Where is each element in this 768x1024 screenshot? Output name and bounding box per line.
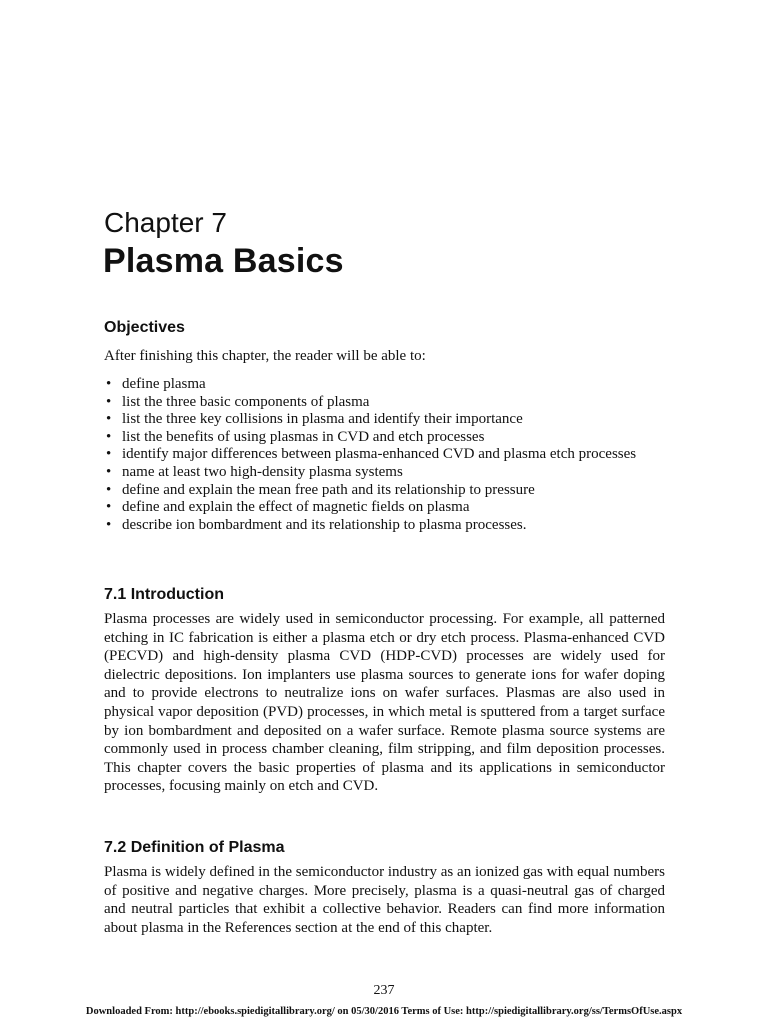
objective-item: • define and explain the effect of magnetic fields on plasma [106, 499, 470, 516]
bullet-icon: • [106, 463, 112, 480]
download-footer: Downloaded From: http://ebooks.spiedigitallibrary.org/ on 05/30/2016 Terms of Use: http://spiedigitallibrary.org/ss/TermsOfUse.aspx [85, 1006, 683, 1017]
objective-item: • list the three key collisions in plasma and identify their importance [106, 411, 523, 428]
bullet-icon: • [106, 376, 112, 392]
bullet-icon: • [106, 516, 112, 533]
section-introduction [104, 586, 665, 796]
objective-item: • describe ion bombardment and its relationship to plasma processes. [106, 516, 527, 533]
bullet-icon: • [106, 411, 112, 428]
objectives-intro: After finishing this chapter, the reader will be able to: [104, 348, 426, 364]
objectives-heading: Objectives [104, 319, 185, 336]
section-heading: 7.2 Definition of Plasma [104, 839, 285, 856]
objective-item: • list the three basic components of plasma [106, 393, 370, 410]
chapter-title: Plasma Basics [103, 242, 344, 280]
objective-item: • name at least two high-density plasma systems [106, 463, 403, 480]
objective-item: • define plasma [106, 376, 206, 392]
bullet-icon: • [106, 481, 112, 498]
section-definition-of-plasma [104, 839, 665, 937]
objective-item: • define and explain the mean free path and its relationship to pressure [106, 481, 535, 498]
bullet-icon: • [106, 446, 112, 463]
section-heading: 7.1 Introduction [104, 586, 224, 603]
objective-item: • identify major differences between plasma-enhanced CVD and plasma etch processes [106, 446, 637, 463]
objectives-list [104, 376, 666, 534]
section-body: Plasma processes are widely used in semiconductor processing. For example, all patterned etching in IC fabrication is either a plasma etch or dry etch process. Plasma-enhanced CVD (PECVD) and high-density plasma CVD (HDP-CVD) processes are widely used for dielectric depositions. Ion implanters use plasma sources to generate ions for wafer doping and to provide electrons to neutralize ions on wafer surfaces. Plasmas are also used in physical vapor deposition (PVD) processes, in which metal is sputtered from a target surface by ion bombardment and deposited on a wafer surface. Remote plasma source systems are commonly used in process chamber cleaning, film stripping, and film deposition processes. This chapter covers the basic properties of plasma and its applications in semiconductor processes, focusing mainly on etch and CVD. [104, 611, 665, 795]
objective-item: • list the benefits of using plasmas in CVD and etch processes [106, 428, 485, 445]
chapter-label: Chapter 7 [104, 207, 227, 238]
bullet-icon: • [106, 499, 112, 516]
bullet-icon: • [106, 428, 112, 445]
bullet-icon: • [106, 393, 112, 410]
page-number: 237 [373, 983, 395, 998]
section-body: Plasma is widely defined in the semiconductor industry as an ionized gas with equal numbers of positive and negative charges. More precisely, plasma is a quasi-neutral gas of charged and neutral particles that exhibit a collective behavior. Readers can find more information about plasma in the References section at the end of this chapter. [104, 864, 665, 936]
